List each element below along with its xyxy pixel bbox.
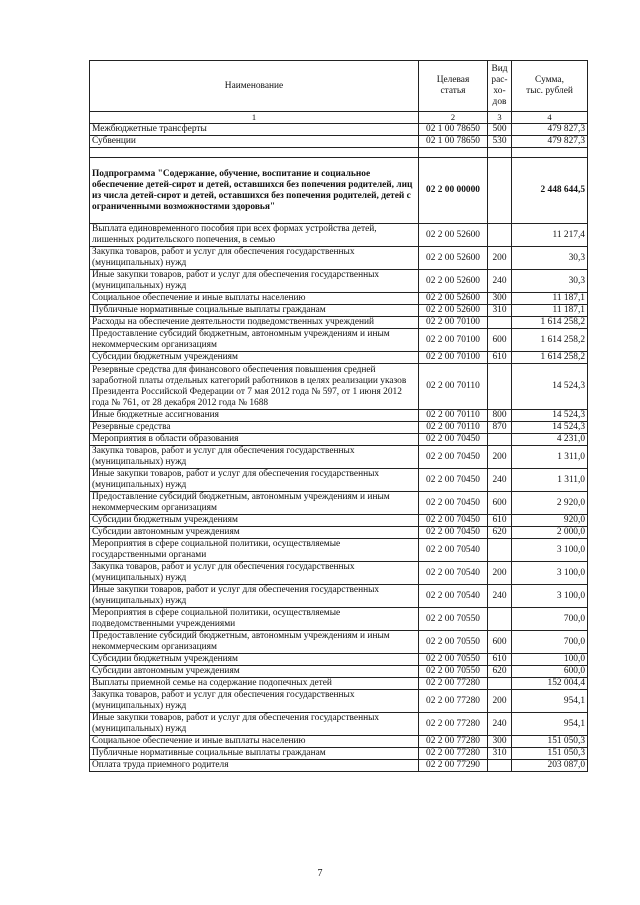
header-article — [419, 61, 488, 112]
cell-sum: 700,0 — [512, 631, 588, 654]
cell-name: Иные закупки товаров, работ и услуг для обеспечения государственных (муниципальных) нужд — [90, 713, 419, 736]
cell-expense-type: 600 — [488, 492, 512, 515]
cell-sum: 151 050,3 — [512, 748, 588, 760]
column-number-row — [90, 112, 588, 124]
cell-sum: 11 187,1 — [512, 293, 588, 305]
table-row — [90, 410, 588, 422]
cell-expense-type: 240 — [488, 713, 512, 736]
table-row — [90, 364, 588, 410]
cell-sum: 600,0 — [512, 666, 588, 678]
cell-expense-type: 310 — [488, 305, 512, 317]
cell-sum: 1 614 258,2 — [512, 329, 588, 352]
cell-sum: 479 827,3 — [512, 124, 588, 136]
empty-cell — [419, 148, 488, 158]
cell-name: Субвенции — [90, 136, 419, 148]
table-row — [90, 270, 588, 293]
cell-expense-type: 240 — [488, 270, 512, 293]
table-row — [90, 329, 588, 352]
cell-expense-type: 610 — [488, 654, 512, 666]
cell-expense-type — [488, 608, 512, 631]
table-row — [90, 631, 588, 654]
cell-name: Расходы на обеспечение деятельности подведомственных учреждений — [90, 317, 419, 329]
table-row — [90, 678, 588, 690]
cell-name: Закупка товаров, работ и услуг для обеспечения государственных (муниципальных) нужд — [90, 562, 419, 585]
cell-expense-type: 620 — [488, 527, 512, 539]
cell-sum: 14 524,3 — [512, 410, 588, 422]
cell-target-article: 02 2 00 70550 — [419, 654, 488, 666]
header-line: тыс. рублей — [526, 86, 573, 96]
cell-expense-type: 870 — [488, 422, 512, 434]
empty-cell — [488, 148, 512, 158]
table-row — [90, 492, 588, 515]
cell-target-article: 02 2 00 70450 — [419, 469, 488, 492]
cell-name: Мероприятия в области образования — [90, 434, 419, 446]
cell-target-article: 02 2 00 70450 — [419, 446, 488, 469]
table-body — [90, 124, 588, 772]
column-number: 1 — [90, 112, 419, 124]
cell-sum: 2 000,0 — [512, 527, 588, 539]
header-line: рас- — [491, 75, 508, 85]
cell-target-article: 02 2 00 70540 — [419, 562, 488, 585]
cell-sum: 3 100,0 — [512, 539, 588, 562]
cell-target-article: 02 2 00 00000 — [419, 158, 488, 224]
table-row — [90, 224, 588, 247]
cell-sum: 2 920,0 — [512, 492, 588, 515]
cell-target-article: 02 2 00 70110 — [419, 422, 488, 434]
cell-name: Иные закупки товаров, работ и услуг для обеспечения государственных (муниципальных) нужд — [90, 585, 419, 608]
cell-expense-type: 530 — [488, 136, 512, 148]
header-line: Целевая — [436, 75, 470, 85]
table-row — [90, 293, 588, 305]
cell-sum: 479 827,3 — [512, 136, 588, 148]
cell-target-article: 02 2 00 52600 — [419, 305, 488, 317]
table-row — [90, 562, 588, 585]
cell-target-article: 02 2 00 52600 — [419, 293, 488, 305]
cell-name: Выплата единовременного пособия при всех формах устройства детей, лишенных родительского попечения, в семью — [90, 224, 419, 247]
cell-expense-type: 200 — [488, 247, 512, 270]
cell-name: Иные бюджетные ассигнования — [90, 410, 419, 422]
empty-cell — [512, 148, 588, 158]
page-number: 7 — [317, 868, 323, 879]
cell-target-article: 02 2 00 70450 — [419, 434, 488, 446]
cell-name: Предоставление субсидий бюджетным, автономным учреждениям и иным некоммерческим организациям — [90, 492, 419, 515]
cell-expense-type — [488, 760, 512, 772]
table-row — [90, 666, 588, 678]
cell-expense-type — [488, 158, 512, 224]
cell-name: Мероприятия в сфере социальной политики, осуществляемые государственными органами — [90, 539, 419, 562]
table-row — [90, 585, 588, 608]
cell-name: Закупка товаров, работ и услуг для обеспечения государственных (муниципальных) нужд — [90, 690, 419, 713]
header-line: Сумма, — [535, 75, 564, 85]
cell-name: Выплаты приемной семье на содержание подопечных детей — [90, 678, 419, 690]
table-row — [90, 247, 588, 270]
table-row — [90, 527, 588, 539]
table-row — [90, 352, 588, 364]
cell-target-article: 02 1 00 78650 — [419, 136, 488, 148]
cell-name: Публичные нормативные социальные выплаты гражданам — [90, 748, 419, 760]
cell-name: Иные закупки товаров, работ и услуг для обеспечения государственных (муниципальных) нужд — [90, 469, 419, 492]
cell-sum: 920,0 — [512, 515, 588, 527]
table-row — [90, 713, 588, 736]
cell-expense-type: 610 — [488, 352, 512, 364]
cell-target-article: 02 2 00 70110 — [419, 410, 488, 422]
cell-expense-type: 620 — [488, 666, 512, 678]
cell-target-article: 02 2 00 70540 — [419, 585, 488, 608]
cell-name: Резервные средства для финансового обеспечения повышения средней заработной платы отдельных категорий работников в целях реализации указов Президента Российской Федерации от 7 мая 2012 года № 597, от 1 июня 2012 года № 761, от 28 декабря 2012 года № 1688 — [90, 364, 419, 410]
cell-expense-type: 800 — [488, 410, 512, 422]
cell-sum: 1 614 258,2 — [512, 352, 588, 364]
header-sum — [512, 61, 588, 112]
cell-sum: 14 524,3 — [512, 364, 588, 410]
cell-expense-type — [488, 317, 512, 329]
cell-target-article: 02 1 00 78650 — [419, 124, 488, 136]
cell-target-article: 02 2 00 52600 — [419, 247, 488, 270]
cell-target-article: 02 2 00 70100 — [419, 352, 488, 364]
column-number: 3 — [488, 112, 512, 124]
table-row — [90, 608, 588, 631]
cell-expense-type — [488, 539, 512, 562]
cell-target-article: 02 2 00 70450 — [419, 492, 488, 515]
cell-expense-type: 600 — [488, 631, 512, 654]
budget-table — [89, 60, 588, 772]
cell-name: Межбюджетные трансферты — [90, 124, 419, 136]
cell-target-article: 02 2 00 70550 — [419, 608, 488, 631]
cell-sum: 4 231,0 — [512, 434, 588, 446]
table-row — [90, 690, 588, 713]
cell-target-article: 02 2 00 70100 — [419, 329, 488, 352]
spacer-row — [90, 148, 588, 158]
cell-name: Субсидии автономным учреждениям — [90, 666, 419, 678]
cell-name: Социальное обеспечение и иные выплаты населению — [90, 293, 419, 305]
cell-name: Публичные нормативные социальные выплаты гражданам — [90, 305, 419, 317]
cell-target-article: 02 2 00 52600 — [419, 270, 488, 293]
cell-target-article: 02 2 00 70100 — [419, 317, 488, 329]
table-row — [90, 748, 588, 760]
cell-target-article: 02 2 00 70450 — [419, 515, 488, 527]
cell-expense-type — [488, 678, 512, 690]
cell-expense-type: 240 — [488, 469, 512, 492]
cell-expense-type: 610 — [488, 515, 512, 527]
cell-expense-type: 600 — [488, 329, 512, 352]
cell-name: Мероприятия в сфере социальной политики, осуществляемые подведомственными учреждениями — [90, 608, 419, 631]
cell-sum: 1 311,0 — [512, 469, 588, 492]
table-row — [90, 539, 588, 562]
cell-sum: 1 614 258,2 — [512, 317, 588, 329]
cell-sum: 11 217,4 — [512, 224, 588, 247]
cell-name: Иные закупки товаров, работ и услуг для обеспечения государственных (муниципальных) нужд — [90, 270, 419, 293]
table-row — [90, 654, 588, 666]
header-line: Наименование — [224, 80, 284, 91]
header-name — [90, 61, 419, 112]
cell-target-article: 02 2 00 77280 — [419, 748, 488, 760]
cell-target-article: 02 2 00 77280 — [419, 736, 488, 748]
header-type — [488, 61, 512, 112]
cell-sum: 3 100,0 — [512, 562, 588, 585]
cell-name: Резервные средства — [90, 422, 419, 434]
cell-name: Предоставление субсидий бюджетным, автономным учреждениям и иным некоммерческим организациям — [90, 329, 419, 352]
cell-sum: 1 311,0 — [512, 446, 588, 469]
cell-expense-type: 300 — [488, 736, 512, 748]
table-row — [90, 317, 588, 329]
header-line: статья — [440, 86, 466, 96]
cell-expense-type: 200 — [488, 562, 512, 585]
cell-sum: 203 087,0 — [512, 760, 588, 772]
cell-sum: 152 004,4 — [512, 678, 588, 690]
cell-target-article: 02 2 00 70110 — [419, 364, 488, 410]
cell-sum: 954,1 — [512, 690, 588, 713]
column-number: 4 — [512, 112, 588, 124]
cell-sum: 3 100,0 — [512, 585, 588, 608]
cell-sum: 30,3 — [512, 247, 588, 270]
cell-sum: 151 050,3 — [512, 736, 588, 748]
cell-target-article: 02 2 00 77280 — [419, 713, 488, 736]
cell-sum: 954,1 — [512, 713, 588, 736]
table-row — [90, 136, 588, 148]
cell-name: Оплата труда приемного родителя — [90, 760, 419, 772]
table-row — [90, 469, 588, 492]
cell-sum: 30,3 — [512, 270, 588, 293]
cell-name: Предоставление субсидий бюджетным, автономным учреждениям и иным некоммерческим организациям — [90, 631, 419, 654]
cell-sum: 700,0 — [512, 608, 588, 631]
cell-target-article: 02 2 00 77280 — [419, 690, 488, 713]
cell-target-article: 02 2 00 70450 — [419, 527, 488, 539]
cell-target-article: 02 2 00 77280 — [419, 678, 488, 690]
cell-expense-type: 300 — [488, 293, 512, 305]
cell-name: Закупка товаров, работ и услуг для обеспечения государственных (муниципальных) нужд — [90, 446, 419, 469]
table-row — [90, 434, 588, 446]
cell-name: Субсидии бюджетным учреждениям — [90, 352, 419, 364]
cell-target-article: 02 2 00 77290 — [419, 760, 488, 772]
cell-expense-type — [488, 434, 512, 446]
table-row — [90, 124, 588, 136]
cell-sum: 11 187,1 — [512, 305, 588, 317]
cell-expense-type: 500 — [488, 124, 512, 136]
table-row — [90, 446, 588, 469]
cell-name: Субсидии бюджетным учреждениям — [90, 654, 419, 666]
cell-sum: 100,0 — [512, 654, 588, 666]
cell-sum: 2 448 644,5 — [512, 158, 588, 224]
cell-name: Субсидии бюджетным учреждениям — [90, 515, 419, 527]
header-line: дов — [492, 97, 507, 107]
table-row — [90, 158, 588, 224]
cell-name: Закупка товаров, работ и услуг для обеспечения государственных (муниципальных) нужд — [90, 247, 419, 270]
cell-target-article: 02 2 00 70550 — [419, 631, 488, 654]
cell-sum: 14 524,3 — [512, 422, 588, 434]
table-row — [90, 760, 588, 772]
table-row — [90, 515, 588, 527]
header-line: хо- — [493, 86, 506, 96]
header-line: Вид — [491, 64, 508, 74]
cell-target-article: 02 2 00 52600 — [419, 224, 488, 247]
table-header-row — [90, 61, 588, 112]
cell-name: Социальное обеспечение и иные выплаты населению — [90, 736, 419, 748]
cell-expense-type — [488, 224, 512, 247]
cell-expense-type: 240 — [488, 585, 512, 608]
cell-name: Субсидии автономным учреждениям — [90, 527, 419, 539]
cell-target-article: 02 2 00 70550 — [419, 666, 488, 678]
table-row — [90, 305, 588, 317]
table-row — [90, 736, 588, 748]
cell-expense-type: 310 — [488, 748, 512, 760]
column-number: 2 — [419, 112, 488, 124]
cell-expense-type — [488, 364, 512, 410]
empty-cell — [90, 148, 419, 158]
cell-expense-type: 200 — [488, 446, 512, 469]
cell-name: Подпрограмма "Содержание, обучение, воспитание и социальное обеспечение детей-сирот и детей, оставшихся без попечения родителей, лиц из числа детей-сирот и детей, оставшихся без попечения родителей, детей с ограниченными возможностями здоровья" — [90, 158, 419, 224]
cell-expense-type: 200 — [488, 690, 512, 713]
table-row — [90, 422, 588, 434]
cell-target-article: 02 2 00 70540 — [419, 539, 488, 562]
